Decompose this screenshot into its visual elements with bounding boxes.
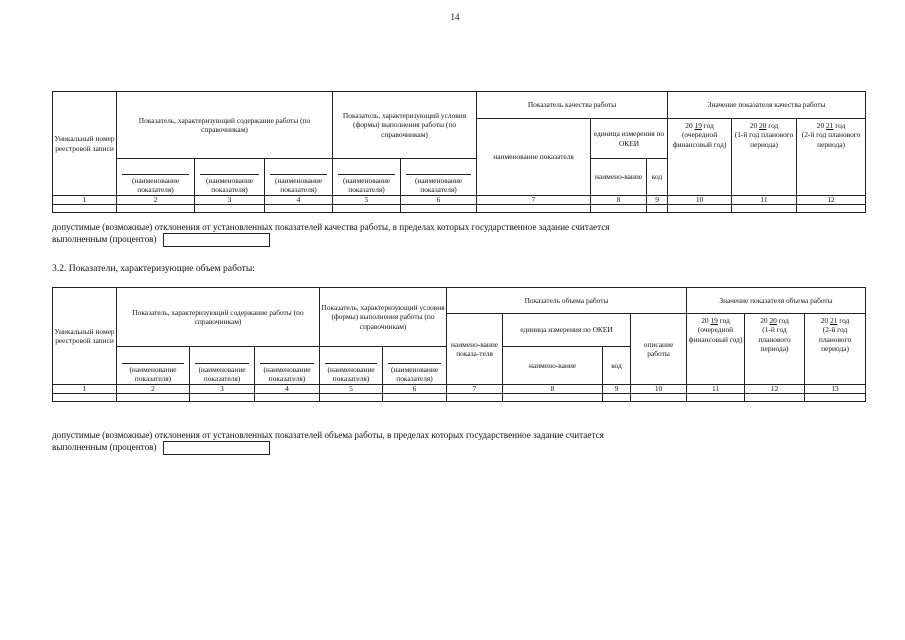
column-number: 5: [333, 196, 401, 205]
column-number: 6: [383, 385, 447, 394]
column-number: 3: [195, 196, 265, 205]
column-number: 10: [668, 196, 732, 205]
column-number: 1: [53, 385, 117, 394]
header-unit-code: код: [647, 159, 668, 196]
header-unit-name: наимено-вание: [591, 159, 647, 196]
column-number: 9: [647, 196, 668, 205]
page-number: 14: [450, 12, 460, 22]
column-number: 11: [687, 385, 745, 394]
header-year-3: 20 21 год (2-й год планового периода): [805, 314, 866, 385]
subheader-content-3: (наименование показателя): [265, 159, 333, 196]
header-content: Показатель, характеризующий содержание работы (по справочникам): [117, 288, 320, 347]
column-number: 2: [117, 385, 190, 394]
subheader-content-1: (наименование показателя): [117, 159, 195, 196]
header-quality-indicator: Показатель качества работы: [477, 92, 668, 119]
volume-deviation-input[interactable]: [163, 441, 270, 455]
header-unique-number: Уникальный номер реестровой записи: [53, 92, 117, 196]
header-indicator-name: наименование показателя: [477, 119, 591, 196]
subheader-conditions-1: (наименование показателя): [320, 347, 383, 385]
column-number: 7: [447, 385, 503, 394]
empty-data-row: [53, 394, 866, 402]
header-description: описание работы: [631, 314, 687, 385]
header-volume-indicator: Показатель объема работы: [447, 288, 687, 314]
empty-data-row: [53, 205, 866, 213]
quality-table: [52, 91, 866, 213]
column-number: 9: [603, 385, 631, 394]
header-year-2: 20 20 год (1-й год планового периода): [732, 119, 797, 196]
header-unit-okei: единица измерения по ОКЕИ: [503, 314, 631, 347]
subheader-conditions-1: (наименование показателя): [333, 159, 401, 196]
header-year-2: 20 20 год (1-й год планового периода): [745, 314, 805, 385]
column-number: 13: [805, 385, 866, 394]
column-number: 4: [265, 196, 333, 205]
column-number: 12: [745, 385, 805, 394]
column-number: 5: [320, 385, 383, 394]
quality-deviation-note: допустимые (возможные) отклонения от установленных показателей качества работы, в пределах которых государственное задание считается выполненным (процентов): [52, 221, 610, 247]
header-conditions: Показатель, характеризующий условия (формы) выполнения работы (по справочникам): [333, 92, 477, 159]
quality-deviation-input[interactable]: [163, 233, 270, 247]
header-conditions: Показатель, характеризующий условия (формы) выполнения работы (по справочникам): [320, 288, 447, 347]
header-year-1: 20 19 год (очередной финансовый год): [668, 119, 732, 196]
column-number: 8: [503, 385, 603, 394]
subheader-conditions-2: (наименование показателя): [383, 347, 447, 385]
column-number: 1: [53, 196, 117, 205]
column-number: 11: [732, 196, 797, 205]
column-number: 8: [591, 196, 647, 205]
section-heading: 3.2. Показатели, характеризующие объем работы:: [52, 263, 255, 274]
column-number: 6: [401, 196, 477, 205]
header-unit-code: код: [603, 347, 631, 385]
subheader-conditions-2: (наименование показателя): [401, 159, 477, 196]
header-quality-value: Значение показателя качества работы: [668, 92, 866, 119]
subheader-content-2: (наименование показателя): [190, 347, 255, 385]
subheader-content-2: (наименование показателя): [195, 159, 265, 196]
column-number: 12: [797, 196, 866, 205]
column-number: 7: [477, 196, 591, 205]
header-unit-name: наимено-вание: [503, 347, 603, 385]
header-unique-number: Уникальный номер реестровой записи: [53, 288, 117, 385]
volume-table: [52, 287, 866, 402]
header-year-3: 20 21 год (2-й год планового периода): [797, 119, 866, 196]
column-number: 2: [117, 196, 195, 205]
header-unit-okei: единица измерения по ОКЕИ: [591, 119, 668, 159]
column-number: 10: [631, 385, 687, 394]
column-number: 4: [255, 385, 320, 394]
column-number: 3: [190, 385, 255, 394]
header-indicator-name: наимено-вание показа-теля: [447, 314, 503, 385]
volume-deviation-note: допустимые (возможные) отклонения от установленных показателей объема работы, в пределах которых государственное задание считается выполненным (процентов): [52, 429, 604, 455]
header-content: Показатель, характеризующий содержание работы (по справочникам): [117, 92, 333, 159]
subheader-content-1: (наименование показателя): [117, 347, 190, 385]
subheader-content-3: (наименование показателя): [255, 347, 320, 385]
header-year-1: 20 19 год (очередной финансовый год): [687, 314, 745, 385]
header-volume-value: Значение показателя объема работы: [687, 288, 866, 314]
